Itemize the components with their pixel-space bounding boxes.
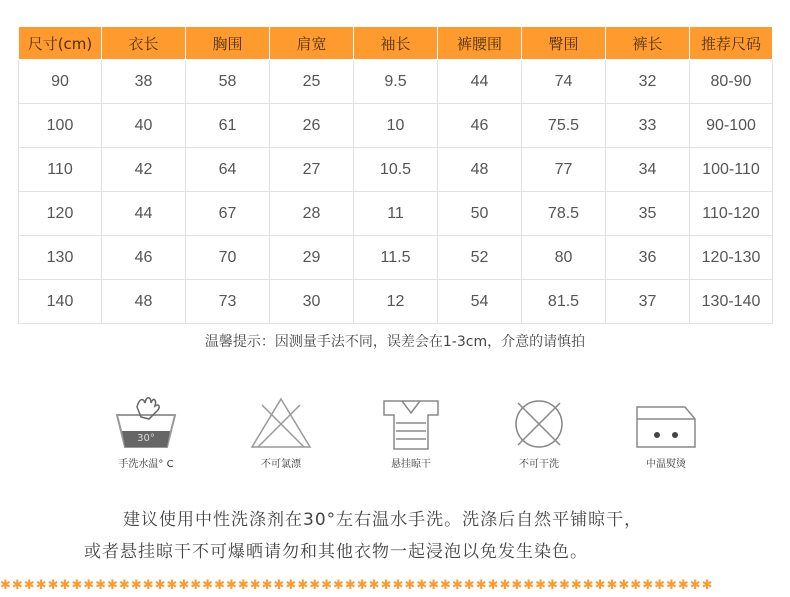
table-cell: 78.5 xyxy=(522,192,606,236)
care-note-line-2: 或者悬挂晾干不可爆晒请勿和其他衣物一起浸泡以免发生染色。 xyxy=(84,542,588,562)
table-cell: 11 xyxy=(354,192,438,236)
table-cell: 36 xyxy=(606,236,690,280)
header-length: 衣长 xyxy=(102,27,186,60)
table-cell: 90 xyxy=(19,60,102,104)
table-cell: 44 xyxy=(102,192,186,236)
header-sleeve: 袖长 xyxy=(354,27,438,60)
table-cell: 67 xyxy=(186,192,270,236)
table-cell: 90-100 xyxy=(690,104,773,148)
care-item-no-bleach xyxy=(226,393,336,470)
care-note-line-1: 建议使用中性洗涤剂在30°左右温水手洗。洗涤后自然平铺晾干， xyxy=(123,510,643,530)
wash-temp-label: 30° xyxy=(137,433,155,444)
table-cell: 70 xyxy=(186,236,270,280)
table-cell: 64 xyxy=(186,148,270,192)
care-icons-row xyxy=(0,393,790,483)
header-waist: 裤腰围 xyxy=(438,27,522,60)
size-table-header-row xyxy=(19,27,773,60)
table-cell: 54 xyxy=(438,280,522,324)
table-cell: 37 xyxy=(606,280,690,324)
table-cell: 130 xyxy=(19,236,102,280)
table-cell: 34 xyxy=(606,148,690,192)
header-pants-length: 裤长 xyxy=(606,27,690,60)
table-cell: 110 xyxy=(19,148,102,192)
table-cell: 120-130 xyxy=(690,236,773,280)
table-cell: 74 xyxy=(522,60,606,104)
care-label: 中温熨烫 xyxy=(646,459,686,470)
header-chest: 胸围 xyxy=(186,27,270,60)
header-shoulder: 肩宽 xyxy=(270,27,354,60)
care-item-iron-medium xyxy=(611,393,721,470)
header-size: 尺寸(cm) xyxy=(19,27,102,60)
table-row xyxy=(19,236,773,280)
table-cell: 42 xyxy=(102,148,186,192)
table-cell: 29 xyxy=(270,236,354,280)
care-label: 不可干洗 xyxy=(519,459,559,470)
table-cell: 75.5 xyxy=(522,104,606,148)
care-item-hand-wash xyxy=(91,393,201,470)
table-cell: 58 xyxy=(186,60,270,104)
table-cell: 120 xyxy=(19,192,102,236)
table-cell: 40 xyxy=(102,104,186,148)
care-label: 悬挂晾干 xyxy=(391,459,431,470)
table-cell: 100 xyxy=(19,104,102,148)
table-cell: 25 xyxy=(270,60,354,104)
table-cell: 110-120 xyxy=(690,192,773,236)
table-cell: 44 xyxy=(438,60,522,104)
iron-medium-icon xyxy=(633,393,699,451)
table-cell: 30 xyxy=(270,280,354,324)
care-item-hang-dry xyxy=(356,393,466,470)
table-cell: 12 xyxy=(354,280,438,324)
table-cell: 73 xyxy=(186,280,270,324)
header-hip: 臀围 xyxy=(522,27,606,60)
table-cell: 48 xyxy=(438,148,522,192)
table-cell: 10 xyxy=(354,104,438,148)
table-cell: 130-140 xyxy=(690,280,773,324)
measurement-tip: 温馨提示：因测量手法不同，误差会在1-3cm，介意的请慎拍 xyxy=(204,334,586,350)
table-cell: 26 xyxy=(270,104,354,148)
care-label: 手洗水温° C xyxy=(118,459,174,470)
no-bleach-icon xyxy=(248,393,314,451)
table-cell: 28 xyxy=(270,192,354,236)
table-cell: 50 xyxy=(438,192,522,236)
table-row xyxy=(19,280,773,324)
table-cell: 32 xyxy=(606,60,690,104)
table-cell: 77 xyxy=(522,148,606,192)
table-cell: 10.5 xyxy=(354,148,438,192)
table-cell: 11.5 xyxy=(354,236,438,280)
table-cell: 35 xyxy=(606,192,690,236)
table-cell: 46 xyxy=(102,236,186,280)
hang-dry-icon xyxy=(378,393,444,451)
table-cell: 48 xyxy=(102,280,186,324)
table-cell: 27 xyxy=(270,148,354,192)
care-label: 不可氯漂 xyxy=(261,459,301,470)
table-cell: 9.5 xyxy=(354,60,438,104)
size-table xyxy=(18,26,773,324)
table-cell: 140 xyxy=(19,280,102,324)
table-row xyxy=(19,148,773,192)
table-cell: 38 xyxy=(102,60,186,104)
table-cell: 81.5 xyxy=(522,280,606,324)
table-row xyxy=(19,104,773,148)
no-tumble-dry-icon xyxy=(506,393,572,451)
table-cell: 80-90 xyxy=(690,60,773,104)
table-cell: 100-110 xyxy=(690,148,773,192)
table-cell: 52 xyxy=(438,236,522,280)
table-cell: 61 xyxy=(186,104,270,148)
table-row xyxy=(19,60,773,104)
care-item-no-dry-clean xyxy=(484,393,594,470)
table-cell: 46 xyxy=(438,104,522,148)
hand-wash-icon xyxy=(113,393,179,451)
table-cell: 80 xyxy=(522,236,606,280)
header-recommended-size: 推荐尺码 xyxy=(690,27,773,60)
table-cell: 33 xyxy=(606,104,690,148)
table-row xyxy=(19,192,773,236)
star-border-decoration: ✱✱✱✱✱✱✱✱✱✱✱✱✱✱✱✱✱✱✱✱✱✱✱✱✱✱✱✱✱✱✱✱✱✱✱✱✱✱✱✱✱✱✱✱✱✱✱✱✱✱✱✱✱✱✱✱✱✱✱✱ xyxy=(0,578,714,593)
